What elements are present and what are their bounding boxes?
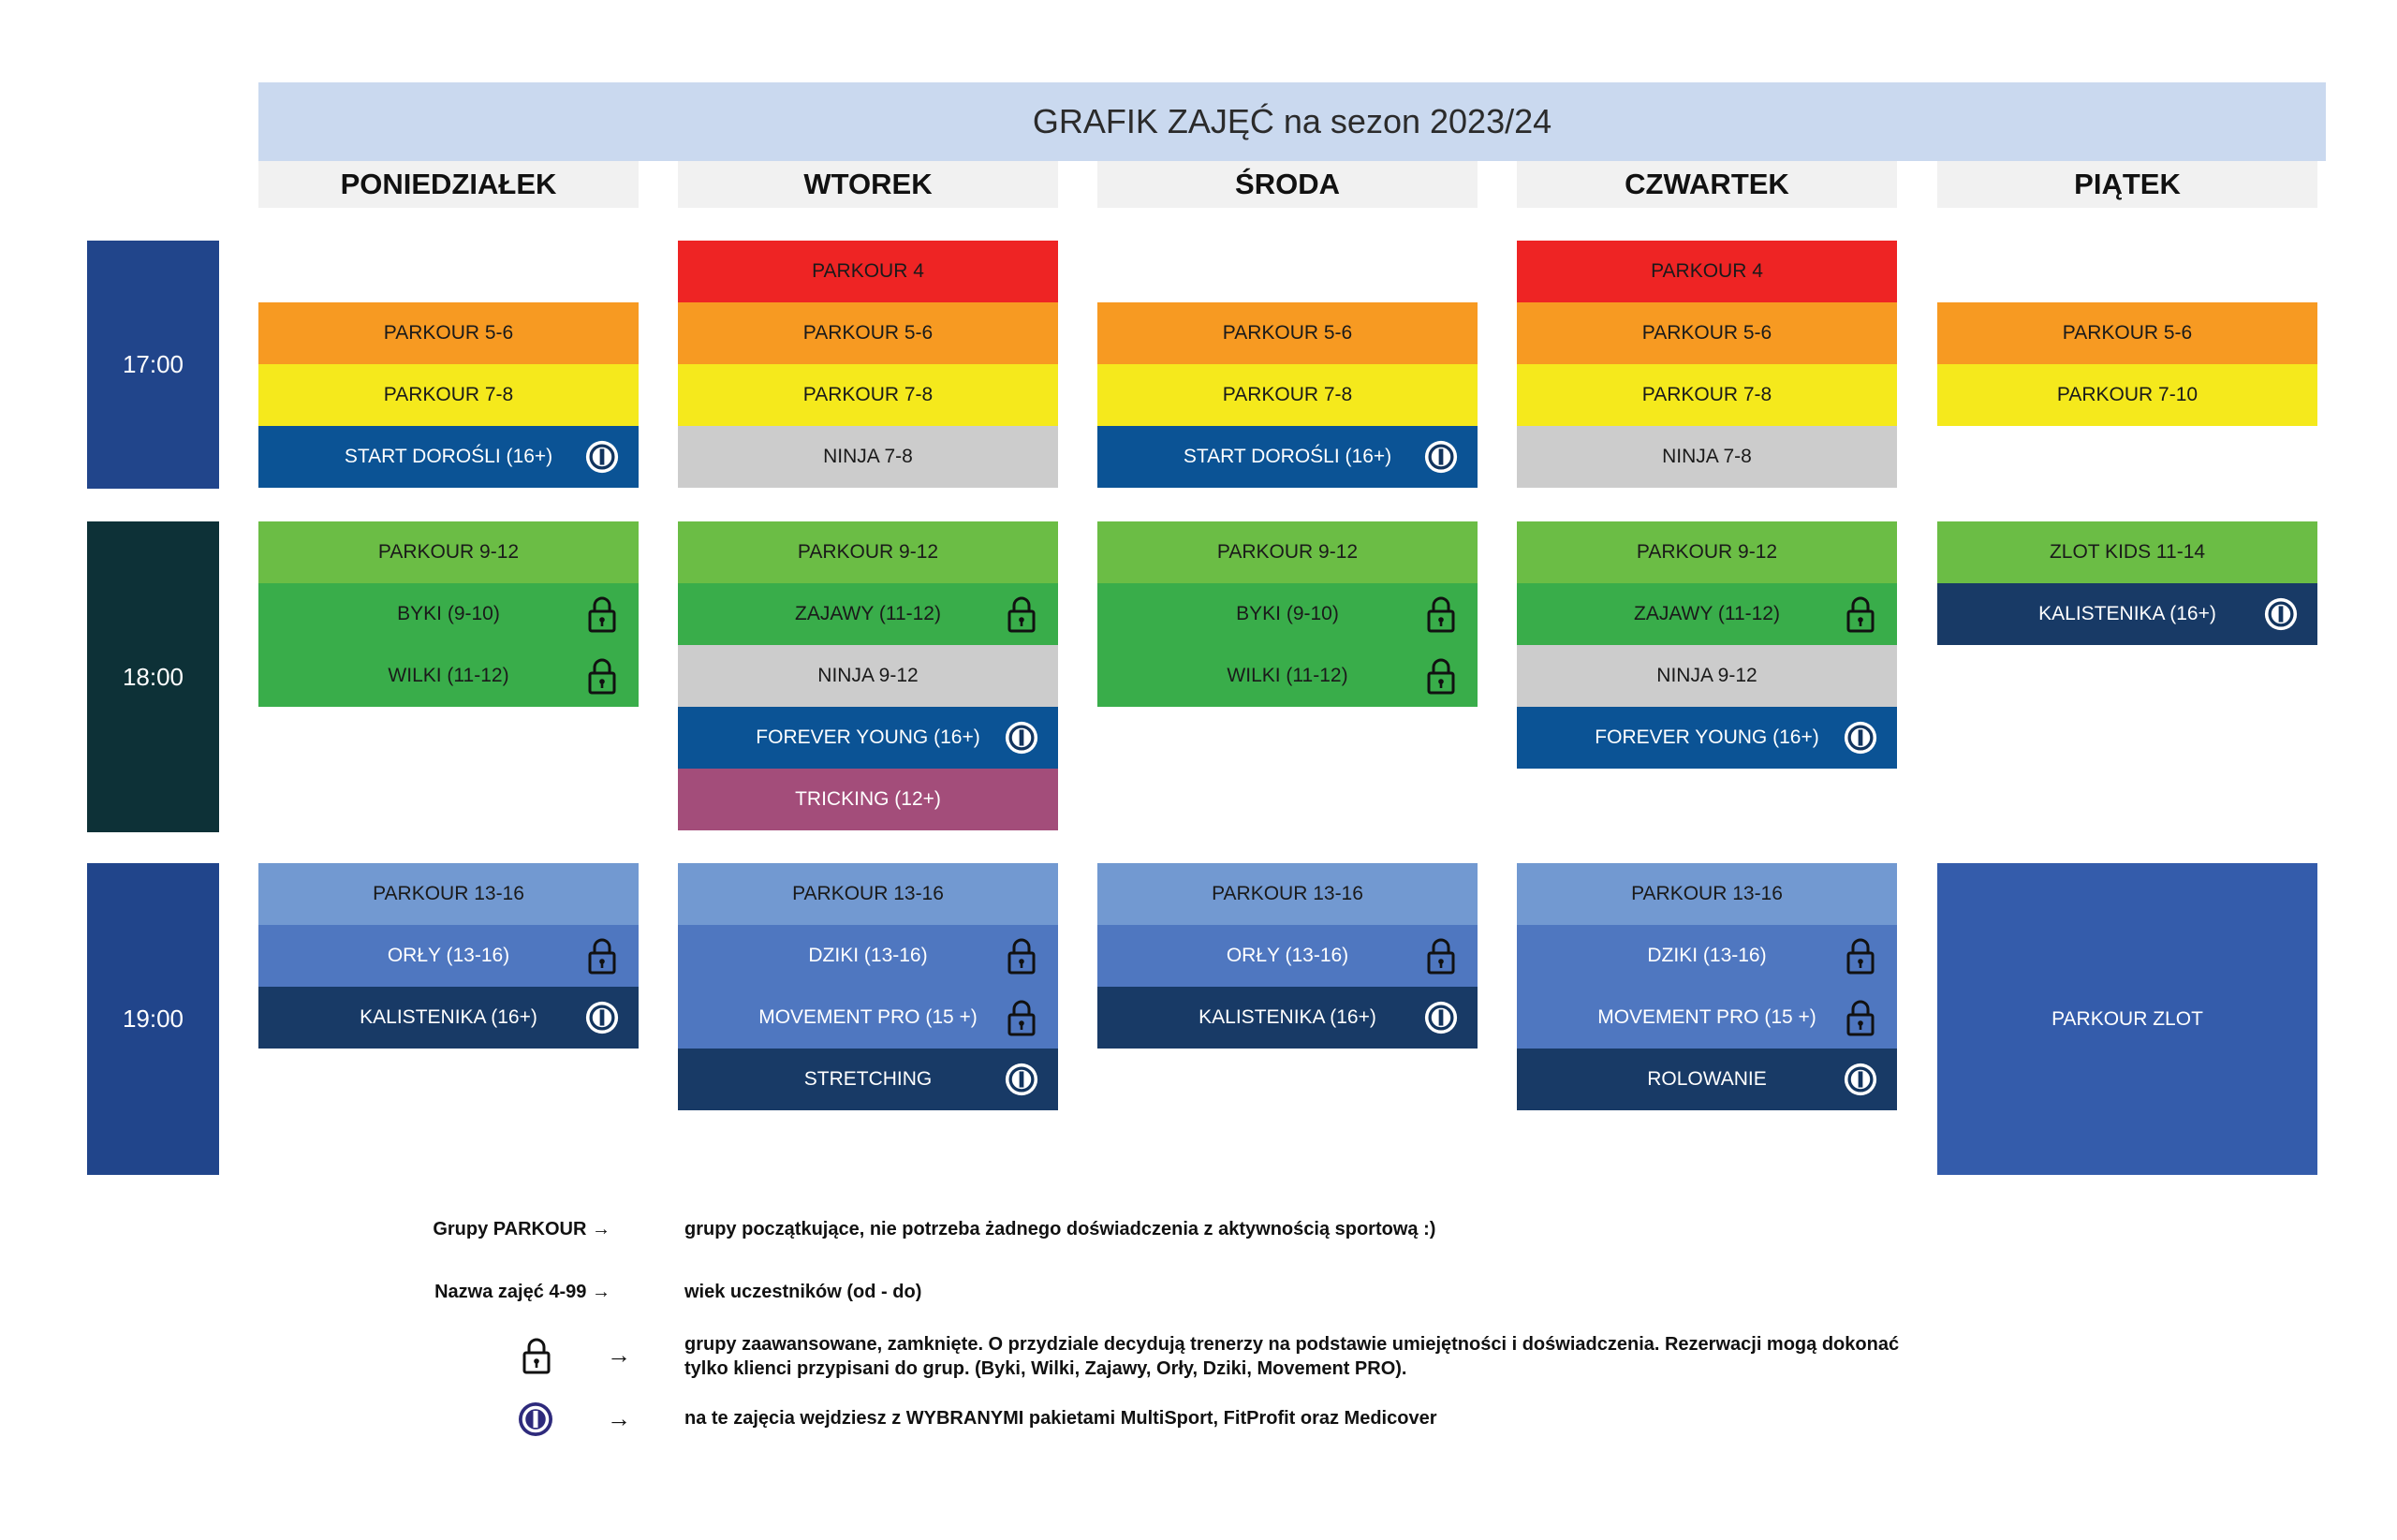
day-header-thursday: CZWARTEK <box>1517 161 1897 208</box>
lock-icon <box>1004 596 1039 632</box>
lock-icon <box>1423 596 1459 632</box>
class-label: PARKOUR 5-6 <box>383 322 514 344</box>
lock-icon <box>1843 1000 1878 1035</box>
multisport-icon <box>2263 596 2299 632</box>
legend-age-key <box>236 1282 610 1303</box>
time-slot-1700: 17:00 <box>87 241 219 489</box>
lock-icon <box>584 596 620 632</box>
class-cell[interactable] <box>678 583 1058 645</box>
time-slot-1800: 18:00 <box>87 521 219 832</box>
class-label: MOVEMENT PRO (15 +) <box>758 1006 978 1028</box>
class-label: KALISTENIKA (16+) <box>1198 1006 1376 1028</box>
legend-parkour-text: grupy początkujące, nie potrzeba żadnego doświadczenia z aktywnością sportową :) <box>684 1219 1436 1239</box>
class-label: MOVEMENT PRO (15 +) <box>1597 1006 1816 1028</box>
class-label: KALISTENIKA (16+) <box>2038 603 2216 624</box>
lock-icon <box>1843 938 1878 974</box>
class-cell[interactable] <box>1937 521 2317 583</box>
class-label: PARKOUR 7-8 <box>802 384 934 405</box>
arrow-icon: → <box>607 1404 631 1432</box>
class-cell[interactable] <box>1937 364 2317 426</box>
class-label: PARKOUR 5-6 <box>1641 322 1772 344</box>
legend-multisport-text: na te zajęcia wejdziesz z WYBRANYMI pakietami MultiSport, FitProfit oraz Medicover <box>684 1408 1437 1429</box>
class-cell[interactable] <box>258 302 639 364</box>
class-cell[interactable] <box>1517 364 1897 426</box>
class-cell[interactable] <box>1517 241 1897 302</box>
class-cell[interactable] <box>258 426 639 488</box>
class-cell[interactable] <box>678 302 1058 364</box>
class-cell[interactable] <box>678 707 1058 769</box>
multisport-icon <box>1423 1000 1459 1035</box>
class-label: NINJA 7-8 <box>1662 446 1752 467</box>
class-label: ORŁY (13-16) <box>387 945 510 966</box>
day-header-friday: PIĄTEK <box>1937 161 2317 208</box>
class-cell[interactable] <box>678 426 1058 488</box>
day-header-tuesday: WTOREK <box>678 161 1058 208</box>
legend-age-text: wiek uczestników (od - do) <box>684 1282 922 1302</box>
class-label: PARKOUR 13-16 <box>792 883 944 904</box>
class-label: ROLOWANIE <box>1647 1068 1767 1090</box>
lock-icon <box>584 938 620 974</box>
class-cell[interactable] <box>678 645 1058 707</box>
class-cell[interactable] <box>1097 583 1478 645</box>
legend-lock-icon <box>522 1337 551 1374</box>
class-cell[interactable] <box>678 364 1058 426</box>
class-label: ZLOT KIDS 11-14 <box>2049 541 2206 563</box>
class-label: PARKOUR 5-6 <box>1222 322 1353 344</box>
class-cell[interactable] <box>258 863 639 925</box>
class-cell[interactable] <box>1097 426 1478 488</box>
class-label: PARKOUR 5-6 <box>802 322 934 344</box>
class-label: DZIKI (13-16) <box>1647 945 1767 966</box>
class-cell[interactable] <box>1937 583 2317 645</box>
arrow-icon: → <box>592 1219 610 1239</box>
class-cell[interactable] <box>1517 521 1897 583</box>
legend-multisport-icon <box>517 1401 554 1438</box>
class-label: PARKOUR 9-12 <box>377 541 520 563</box>
class-cell[interactable] <box>1097 863 1478 925</box>
multisport-icon <box>1843 1062 1878 1097</box>
multisport-icon <box>1004 1062 1039 1097</box>
class-label: WILKI (11-12) <box>388 665 509 686</box>
class-cell[interactable] <box>258 987 639 1049</box>
class-cell[interactable] <box>678 769 1058 830</box>
class-cell[interactable] <box>678 925 1058 987</box>
class-cell[interactable] <box>258 925 639 987</box>
class-cell[interactable] <box>678 241 1058 302</box>
class-cell[interactable] <box>678 863 1058 925</box>
class-cell[interactable] <box>1517 302 1897 364</box>
class-label: PARKOUR 13-16 <box>373 883 524 904</box>
class-label: FOREVER YOUNG (16+) <box>756 726 980 748</box>
class-label: TRICKING (12+) <box>795 788 941 810</box>
class-label: PARKOUR 7-10 <box>2056 384 2198 405</box>
class-label: FOREVER YOUNG (16+) <box>1595 726 1819 748</box>
class-cell[interactable] <box>678 987 1058 1049</box>
schedule-title: GRAFIK ZAJĘĆ na sezon 2023/24 <box>258 82 2326 161</box>
multisport-icon <box>1843 720 1878 755</box>
class-label: PARKOUR 9-12 <box>797 541 939 563</box>
class-label: DZIKI (13-16) <box>808 945 928 966</box>
class-cell[interactable] <box>1937 863 2317 1175</box>
class-cell[interactable] <box>1097 645 1478 707</box>
class-label: PARKOUR 9-12 <box>1636 541 1778 563</box>
class-cell[interactable] <box>1517 583 1897 645</box>
arrow-icon: → <box>607 1341 631 1369</box>
class-label: START DOROŚLI (16+) <box>344 446 553 467</box>
legend-parkour-key <box>236 1219 610 1240</box>
class-label: START DOROŚLI (16+) <box>1183 446 1392 467</box>
class-cell[interactable] <box>1517 426 1897 488</box>
multisport-icon <box>584 439 620 475</box>
class-label: NINJA 9-12 <box>817 665 919 686</box>
class-cell[interactable] <box>258 645 639 707</box>
multisport-icon <box>584 1000 620 1035</box>
legend-parkour-key-text: Grupy PARKOUR <box>433 1219 587 1239</box>
multisport-icon <box>1004 720 1039 755</box>
day-header-monday: PONIEDZIAŁEK <box>258 161 639 208</box>
lock-icon <box>1843 596 1878 632</box>
class-cell[interactable] <box>1517 645 1897 707</box>
lock-icon <box>1004 1000 1039 1035</box>
class-cell[interactable] <box>1517 863 1897 925</box>
class-label: PARKOUR 7-8 <box>1222 384 1353 405</box>
lock-icon <box>584 658 620 694</box>
class-cell[interactable] <box>678 521 1058 583</box>
lock-icon <box>1423 938 1459 974</box>
class-label: PARKOUR 9-12 <box>1216 541 1359 563</box>
class-label: ZAJAWY (11-12) <box>795 603 941 624</box>
lock-icon <box>1004 938 1039 974</box>
class-label: PARKOUR 13-16 <box>1631 883 1783 904</box>
class-label: KALISTENIKA (16+) <box>360 1006 537 1028</box>
class-label: NINJA 7-8 <box>823 446 913 467</box>
class-label: NINJA 9-12 <box>1656 665 1757 686</box>
class-label: PARKOUR 5-6 <box>2062 322 2193 344</box>
class-label: PARKOUR 7-8 <box>1641 384 1772 405</box>
class-cell[interactable] <box>1517 707 1897 769</box>
class-label: PARKOUR 4 <box>1651 260 1763 282</box>
class-cell[interactable] <box>1517 987 1897 1049</box>
class-label: BYKI (9-10) <box>397 603 500 624</box>
class-label: PARKOUR 13-16 <box>1212 883 1363 904</box>
class-label: BYKI (9-10) <box>1236 603 1339 624</box>
class-label: PARKOUR 7-8 <box>383 384 514 405</box>
class-cell[interactable] <box>258 364 639 426</box>
class-cell[interactable] <box>1097 302 1478 364</box>
class-cell[interactable] <box>1097 987 1478 1049</box>
legend-lock-text-line2: tylko klienci przypisani do grup. (Byki, Wilki, Zajawy, Orły, Dziki, Movement PRO). <box>684 1358 1407 1379</box>
class-label: ORŁY (13-16) <box>1226 945 1349 966</box>
class-cell[interactable] <box>258 583 639 645</box>
class-cell[interactable] <box>1937 302 2317 364</box>
lock-icon <box>1423 658 1459 694</box>
class-cell[interactable] <box>258 521 639 583</box>
arrow-icon: → <box>592 1282 610 1302</box>
class-cell[interactable] <box>1097 364 1478 426</box>
class-cell[interactable] <box>1517 1049 1897 1110</box>
class-label: PARKOUR 4 <box>812 260 924 282</box>
class-cell[interactable] <box>1517 925 1897 987</box>
legend-lock-text <box>684 1332 1899 1381</box>
legend-lock-text-line1: grupy zaawansowane, zamknięte. O przydziale decydują trenerzy na podstawie umiejętności i doświadczenia. Rezerwacji mogą dokonać <box>684 1334 1900 1355</box>
class-label: WILKI (11-12) <box>1227 665 1348 686</box>
class-cell[interactable] <box>678 1049 1058 1110</box>
class-label: STRETCHING <box>803 1068 933 1090</box>
legend-age-key-text: Nazwa zajęć 4-99 <box>434 1282 587 1302</box>
class-label: ZAJAWY (11-12) <box>1634 603 1780 624</box>
time-slot-1900: 19:00 <box>87 863 219 1175</box>
class-label: PARKOUR ZLOT <box>2051 1007 2203 1030</box>
class-cell[interactable] <box>1097 925 1478 987</box>
day-header-wednesday: ŚRODA <box>1097 161 1478 208</box>
multisport-icon <box>1423 439 1459 475</box>
class-cell[interactable] <box>1097 521 1478 583</box>
